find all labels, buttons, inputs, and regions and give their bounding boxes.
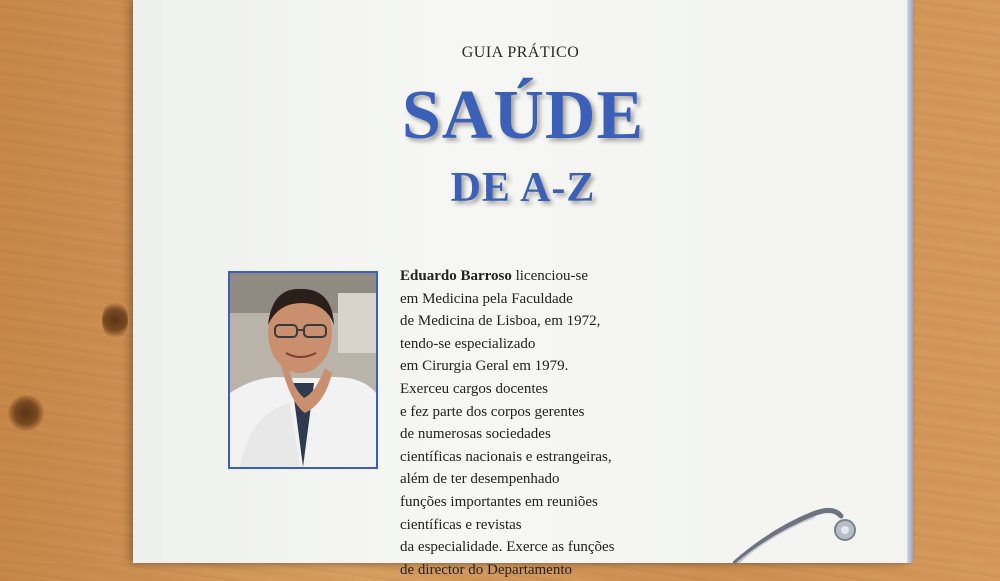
book-spine-edge — [907, 0, 913, 563]
bio-line: tendo-se especializado — [400, 335, 536, 352]
bio-line — [400, 265, 700, 288]
book-title: SAÚDE — [401, 77, 645, 154]
bio-line: de numerosas sociedades — [400, 426, 551, 443]
stethoscope-icon — [733, 500, 873, 563]
author-photo — [228, 271, 378, 469]
bio-line-text: licenciou-se — [511, 268, 589, 284]
bio-line: da especialidade. Exerce as funções — [400, 539, 615, 556]
book-subtitle: DE A-Z — [450, 165, 596, 211]
book-back-cover — [133, 0, 907, 578]
bio-line: e fez parte dos corpos gerentes — [400, 403, 585, 420]
bio-line: funções importantes em reuniões — [400, 493, 598, 510]
series-kicker: GUIA PRÁTICO — [461, 44, 580, 61]
bio-line: científicas nacionais e estrangeiras, — [400, 448, 612, 465]
wood-knot — [102, 300, 128, 340]
bio-line: científicas e revistas — [400, 516, 522, 533]
bio-line: além de ter desempenhado — [400, 471, 560, 488]
author-name: Eduardo Barroso — [400, 268, 512, 284]
wood-knot — [8, 395, 44, 431]
bio-line: Exerceu cargos docentes — [400, 380, 548, 397]
bio-line: de director do Departamento — [400, 561, 573, 578]
bio-line: de Medicina de Lisboa, em 1972, — [400, 313, 601, 330]
bio-line: em Medicina pela Faculdade — [400, 290, 573, 307]
bio-line: em Cirurgia Geral em 1979. — [400, 358, 569, 375]
author-bio — [400, 265, 700, 581]
author-photo-portrait — [230, 273, 376, 467]
